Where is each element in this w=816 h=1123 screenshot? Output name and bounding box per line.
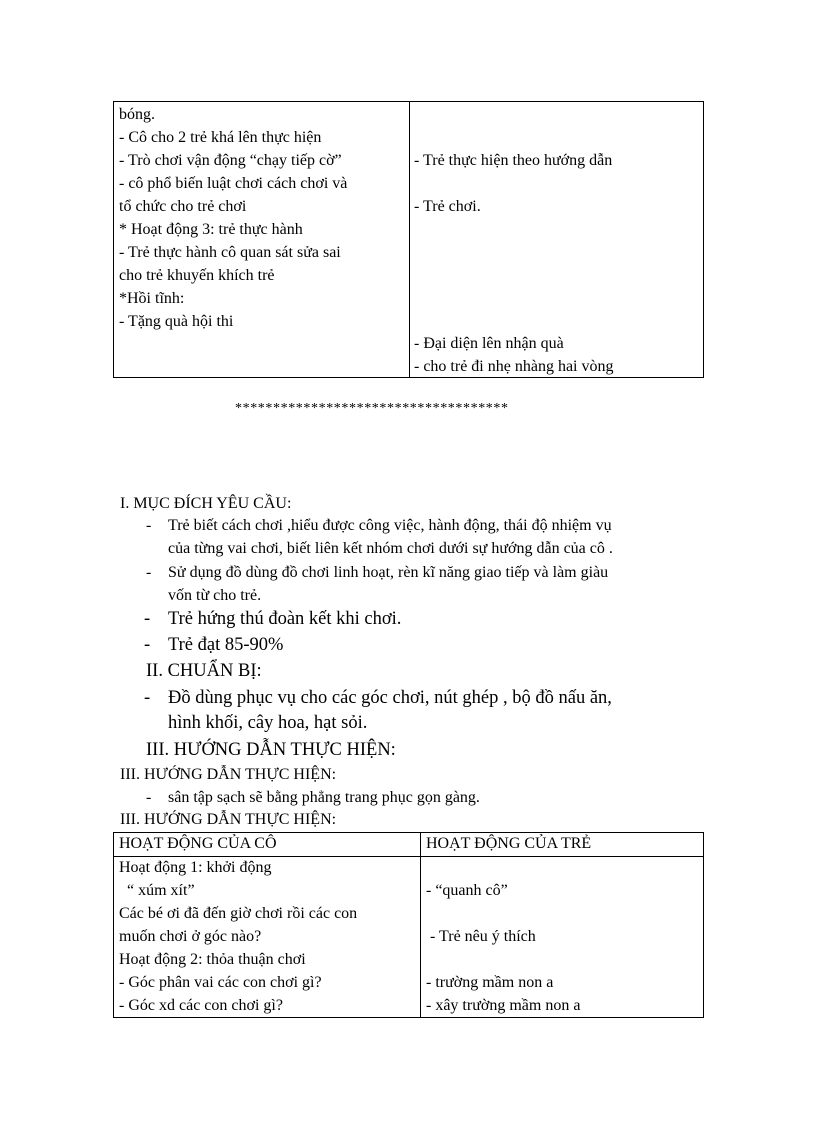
header-teacher-activity: HOẠT ĐỘNG CỦA CÔ: [119, 835, 277, 852]
preparation-line: hình khối, cây hoa, hạt sỏi.: [168, 713, 368, 733]
child-line: - xây trường mầm non a: [426, 997, 581, 1014]
teacher-line: * Hoạt động 3: trẻ thực hành: [119, 221, 303, 238]
child-line: - Đại diện lên nhận quà: [414, 335, 564, 352]
teacher-line: tổ chức cho trẻ chơi: [119, 198, 247, 215]
child-line: - cho trẻ đi nhẹ nhàng hai vòng: [414, 358, 614, 375]
section-heading-preparation: II. CHUẨN BỊ:: [146, 661, 262, 681]
section-heading-guidance: III. HƯỚNG DẪN THỰC HIỆN:: [146, 740, 396, 760]
bullet-marker: -: [144, 609, 151, 629]
teacher-line: - cô phổ biến luật chơi cách chơi và: [119, 175, 348, 192]
star-separator: ************************************: [235, 401, 509, 416]
preparation-line: Đồ dùng phục vụ cho các góc chơi, nút ghép , bộ đồ nấu ăn,: [168, 688, 612, 708]
objective-line: Trẻ biết cách chơi ,hiểu được công việc, hành động, thái độ nhiệm vụ: [168, 517, 612, 534]
teacher-line: - Tặng quà hội thi: [119, 313, 234, 330]
header-divider: [114, 856, 703, 857]
child-line: - Trẻ nêu ý thích: [426, 928, 536, 945]
objective-line: của từng vai chơi, biết liên kết nhóm chơi dưới sự hướng dẫn của cô .: [168, 540, 613, 557]
teacher-line: - Cô cho 2 trẻ khá lên thực hiện: [119, 129, 322, 146]
objective-line: Trẻ đạt 85-90%: [168, 635, 284, 655]
bullet-marker: -: [146, 564, 152, 581]
objective-line: Trẻ hứng thú đoàn kết khi chơi.: [168, 609, 402, 629]
teacher-line: - Góc phân vai các con chơi gì?: [119, 974, 322, 991]
teacher-line: Hoạt động 1: khởi động: [119, 859, 272, 876]
teacher-line: Các bé ơi đã đến giờ chơi rồi các con: [119, 905, 358, 922]
activity-table: [113, 832, 704, 1018]
column-divider: [420, 833, 421, 1017]
teacher-line: Hoạt động 2: thỏa thuận chơi: [119, 951, 306, 968]
header-child-activity: HOẠT ĐỘNG CỦA TRẺ: [426, 835, 592, 852]
child-line: - “quanh cô”: [426, 882, 508, 899]
teacher-line: bóng.: [119, 106, 155, 123]
section-heading-objectives: I. MỤC ĐÍCH YÊU CẦU:: [120, 495, 292, 512]
child-line: - Trẻ chơi.: [414, 198, 481, 215]
bullet-marker: -: [144, 688, 151, 708]
section-heading-guidance-repeat: III. HƯỚNG DẪN THỰC HIỆN:: [120, 766, 337, 783]
teacher-line: “ xúm xít”: [119, 882, 195, 899]
section-heading-guidance-repeat: III. HƯỚNG DẪN THỰC HIỆN:: [120, 811, 337, 828]
teacher-line: - Góc xd các con chơi gì?: [119, 997, 283, 1014]
bullet-marker: -: [146, 517, 152, 534]
teacher-line: muốn chơi ở góc nào?: [119, 928, 262, 945]
guidance-line: sân tập sạch sẽ bằng phẳng trang phục gọn gàng.: [168, 789, 480, 806]
teacher-line: - Trẻ thực hành cô quan sát sửa sai: [119, 244, 341, 261]
activity-table-continued: [113, 101, 704, 378]
teacher-line: cho trẻ khuyến khích trẻ: [119, 267, 275, 284]
objective-line: Sử dụng đồ dùng đồ chơi linh hoạt, rèn kĩ năng giao tiếp và làm giàu: [168, 564, 609, 581]
child-line: - trường mầm non a: [426, 974, 554, 991]
objective-line: vốn từ cho trẻ.: [168, 587, 262, 604]
teacher-line: *Hồi tĩnh:: [119, 290, 185, 307]
teacher-line: - Trò chơi vận động “chạy tiếp cờ”: [119, 152, 342, 169]
bullet-marker: -: [144, 635, 151, 655]
bullet-marker: -: [146, 789, 152, 806]
child-line: - Trẻ thực hiện theo hướng dẫn: [414, 152, 613, 169]
column-divider: [409, 102, 410, 377]
